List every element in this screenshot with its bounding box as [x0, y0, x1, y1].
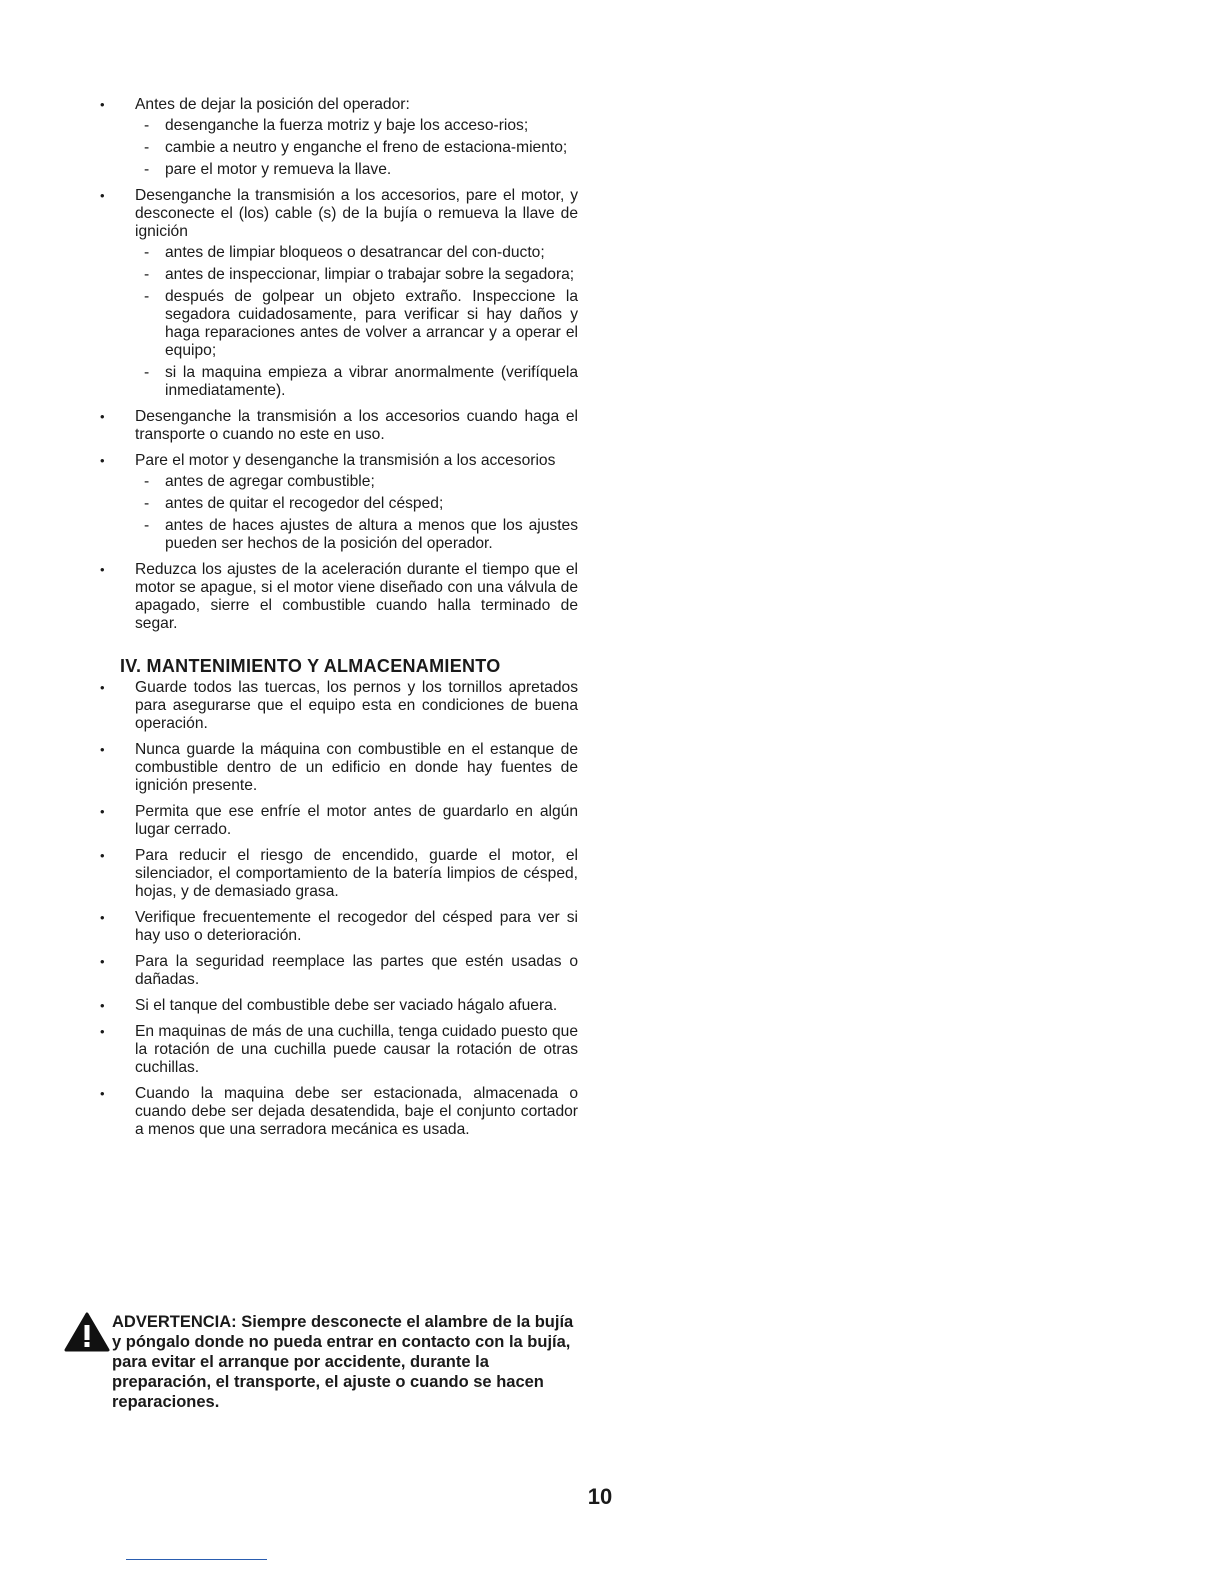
- list-item: • Verifique frecuentemente el recogedor del césped para ver si hay uso o deterioración.: [100, 909, 578, 945]
- list-item: [100, 187, 578, 400]
- safety-list-operation: [100, 96, 578, 633]
- list-item-text: Desenganche la transmisión a los accesorios, pare el motor, y desconecte el (los) cable (s) de la bujía o remueva la llave de ignición: [135, 187, 578, 240]
- list-item: • Cuando la maquina debe ser estacionada, almacenada o cuando debe ser dejada desatendida, baje el conjunto cortador a menos que una serradora mecánica es usada.: [100, 1085, 578, 1139]
- sub-list-item: - antes de agregar combustible;: [135, 473, 578, 491]
- list-item: • Para reducir el riesgo de encendido, guarde el motor, el silenciador, el comportamiento de la batería limpios de césped, hojas, y de demasiado grasa.: [100, 847, 578, 901]
- list-item: • Nunca guarde la máquina con combustible en el estanque de combustible dentro de un edificio en donde hay fuentes de ignición presente.: [100, 741, 578, 795]
- sub-list-item: - antes de haces ajustes de altura a menos que los ajustes pueden ser hechos de la posición del operador.: [135, 517, 578, 553]
- list-item: [100, 452, 578, 553]
- warning-text: ADVERTENCIA: Siempre desconecte el alambre de la bujía y póngalo donde no pueda entrar en contacto con la bujía, para evitar el arranque por accidente, durante la preparación, el transporte, el ajuste o cuando se hacen reparaciones.: [112, 1313, 574, 1411]
- list-item: [100, 561, 578, 633]
- safety-list-maintenance: [100, 679, 578, 1139]
- sub-list: [135, 244, 578, 400]
- page-number: 10: [587, 1484, 613, 1509]
- list-item: • Permita que ese enfríe el motor antes de guardarlo en algún lugar cerrado.: [100, 803, 578, 839]
- sub-list-item: - desenganche la fuerza motriz y baje los acceso-rios;: [135, 117, 578, 135]
- list-item-text: Desenganche la transmisión a los accesorios cuando haga el transporte o cuando no este en uso.: [135, 408, 578, 443]
- warning-block: [64, 1312, 584, 1412]
- sub-list-item: - si la maquina empieza a vibrar anormalmente (verifíquela inmediatamente).: [135, 364, 578, 400]
- list-item: • Si el tanque del combustible debe ser vaciado hágalo afuera.: [100, 997, 578, 1015]
- list-item: [100, 408, 578, 444]
- sub-list: [135, 473, 578, 553]
- list-item: • En maquinas de más de una cuchilla, tenga cuidado puesto que la rotación de una cuchilla puede causar la rotación de otras cuchillas.: [100, 1023, 578, 1077]
- list-item: • Para la seguridad reemplace las partes que estén usadas o dañadas.: [100, 953, 578, 989]
- sub-list-item: - antes de quitar el recogedor del césped;: [135, 495, 578, 513]
- warning-triangle-icon: [64, 1312, 110, 1352]
- sub-list-item: - después de golpear un objeto extraño. Inspeccione la segadora cuidadosamente, para verificar si hay daños y haga reparaciones antes de volver a arrancar y a operar el equipo;: [135, 288, 578, 360]
- list-item-text: Pare el motor y desenganche la transmisión a los accesorios: [135, 452, 556, 469]
- sub-list-item: - antes de inspeccionar, limpiar o trabajar sobre la segadora;: [135, 266, 578, 284]
- sub-list-item: - pare el motor y remueva la llave.: [135, 161, 578, 179]
- content-column: [100, 96, 578, 1147]
- sub-list-item: - cambie a neutro y enganche el freno de estaciona-miento;: [135, 139, 578, 157]
- sub-list-item: - antes de limpiar bloqueos o desatrancar del con-ducto;: [135, 244, 578, 262]
- sub-list: [135, 117, 578, 179]
- list-item-text: Reduzca los ajustes de la aceleración durante el tiempo que el motor se apague, si el motor viene diseñado con una válvula de apagado, sierre el combustible cuando halla terminado de segar.: [135, 561, 578, 632]
- section-heading: IV. MANTENIMIENTO Y ALMACENAMIENTO: [120, 656, 501, 676]
- list-item: [100, 96, 578, 179]
- list-item-text: Antes de dejar la posición del operador:: [135, 96, 410, 113]
- list-item: • Guarde todos las tuercas, los pernos y los tornillos apretados para asegurarse que el equipo esta en condiciones de buena operación.: [100, 679, 578, 733]
- footer-rule: [126, 1559, 267, 1560]
